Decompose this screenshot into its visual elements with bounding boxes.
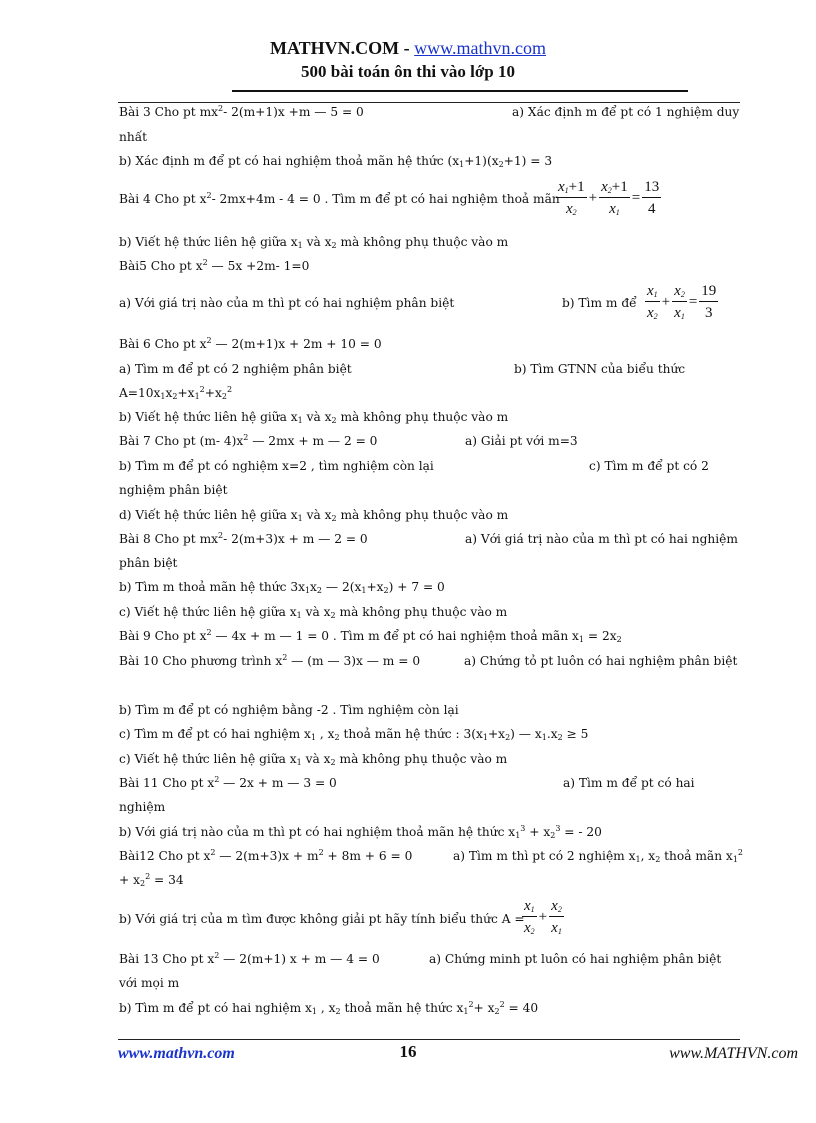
b11-b: b) Với giá trị nào của m thì pt có hai nghiệm thoả mãn hệ thức $x_1^3 + x_2^3$ = - 20 <box>119 824 602 840</box>
b5-a: a) Với giá trị nào của m thì pt có hai nghiệm phân biệt b) Tìm m để <box>119 296 637 310</box>
b3-b: b) Xác định m để pt có hai nghiệm thoả mãn hệ thức $(x_1+1)(x_2+1) = 3$ <box>119 154 553 169</box>
b6-a: a) Tìm m để pt có 2 nghiệm phân biệt b) Tìm GTNN của biểu thức <box>119 362 686 376</box>
b4-b: b) Viết hệ thức liên hệ giữa $x_1$ và $x_2$ mà không phụ thuộc vào m <box>119 235 509 250</box>
b7-d: d) Viết hệ thức liên hệ giữa $x_1$ và $x_2$ mà không phụ thuộc vào m <box>119 508 509 523</box>
brand-name: MATHVN.COM <box>270 38 400 58</box>
b6-c: b) Viết hệ thức liên hệ giữa $x_1$ và $x_2$ mà không phụ thuộc vào m <box>119 410 509 425</box>
b8-line: Bài 8 Cho pt $mx^2-$ 2(m+3)x + m — 2 = 0 a) Với giá trị nào của m thì pt có hai nghiệm <box>119 531 738 546</box>
header-subtitle: 500 bài toán ôn thi vào lớp 10 <box>301 62 515 81</box>
fraction: $\frac{19}{3}$ <box>701 283 717 321</box>
fraction: $\frac{x_2}{x_1}$ <box>551 898 562 936</box>
b10-c: c) Tìm m để pt có hai nghiệm $x_1$ , $x_2$ thoả mãn hệ thức : $3(x_1+x_2)$ — $x_1.x_2 \ge 5$ <box>119 727 589 742</box>
b7-cont: nghiệm phân biệt <box>119 483 228 497</box>
b13-cont: với mọi m <box>119 976 180 990</box>
footer-left-link[interactable]: www.mathvn.com <box>118 1045 235 1062</box>
page-number: 16 <box>399 1042 417 1061</box>
b7-line: Bài 7 Cho pt (m- $4)x^2$ — 2mx + m — 2 = 0 a) Giải pt với m=3 <box>119 433 578 448</box>
fraction: $\frac{x_1}{x_2}$ <box>647 283 658 321</box>
b11-cont: nghiệm <box>119 800 166 814</box>
b6-line: Bài 6 Cho pt $x^2$ — 2(m+1)x + 2m + 10 = 0 <box>119 336 382 351</box>
b12-fraction-expression: $\frac{x_1}{x_2}$ + $\frac{x_2}{x_1}$ <box>522 896 564 939</box>
header-rule <box>232 90 688 92</box>
b13-line: Bài 13 Cho pt $x^2$ — 2(m+1) x + m — 4 = 0 a) Chứng minh pt luôn có hai nghiệm phân biệt <box>119 951 722 966</box>
b12-b: b) Với giá trị của m tìm được không giải pt hãy tính biểu thức A = <box>119 912 525 926</box>
fraction: $\frac{x_2}{x_1}$ <box>674 283 685 321</box>
b5-line: Bài5 Cho pt $x^2$ — 5x +2m- 1=0 <box>119 258 310 273</box>
b4-line: Bài 4 Cho pt $x^2-$ 2mx+4m - 4 = 0 . Tìm m để pt có hai nghiệm thoả mãn <box>119 191 560 206</box>
b4-fraction-expression: $\frac{x_1+1}{x_2}$ + $\frac{x_2+1}{x_1}$ = $\frac{13}{4}$ <box>556 177 661 220</box>
b5-fraction-expression: $\frac{x_1}{x_2}$ + $\frac{x_2}{x_1}$ = $\frac{19}{3}$ <box>645 281 718 324</box>
b8-c: c) Viết hệ thức liên hệ giữa $x_1$ và $x_2$ mà không phụ thuộc vào m <box>119 605 508 620</box>
header-link[interactable]: www.mathvn.com <box>414 38 546 58</box>
b13-b: b) Tìm m để pt có hai nghiệm $x_1$ , $x_2$ thoả mãn hệ thức $x_1^2+ x_2^2 = 40$ <box>119 1000 539 1016</box>
header-title <box>0 38 816 59</box>
b10-b: b) Tìm m để pt có nghiệm bằng -2 . Tìm nghiệm còn lại <box>119 703 459 717</box>
b12-cont: + $x_2^2 = 34$ <box>119 872 184 888</box>
footer-right-text: www.MATHVN.com <box>669 1045 798 1062</box>
b7-b: b) Tìm m để pt có nghiệm x=2 , tìm nghiệm còn lại c) Tìm m để pt có 2 <box>119 459 709 473</box>
b8-b: b) Tìm m thoả mãn hệ thức $3x_1x_2$ — $2(x_1+x_2) + 7 = 0$ <box>119 580 445 595</box>
header-separator: - <box>399 38 415 58</box>
b10-line: Bài 10 Cho phương trình $x^2$ — (m — 3)x — m = 0 a) Chứng tỏ pt luôn có hai nghiệm phân biệt <box>119 653 738 668</box>
b8-cont: phân biệt <box>119 556 178 570</box>
fraction: $\frac{x_1}{x_2}$ <box>524 898 535 936</box>
b11-line: Bài 11 Cho pt $x^2$ — 2x + m — 3 = 0 a) Tìm m để pt có hai <box>119 775 695 790</box>
b12-line: Bài12 Cho pt $x^2$ — $2(m+3)x + m^2 + 8m + 6 = 0$ a) Tìm m thì pt có 2 nghiệm $x_1$, $x_2$ thoả mãn $x_1^2$ <box>119 848 743 864</box>
b3-cont: nhất <box>119 130 148 144</box>
fraction: $\frac{x_1+1}{x_2}$ <box>558 179 585 217</box>
b9-line: Bài 9 Cho pt $x^2$ — 4x + m — 1 = 0 . Tìm m để pt có hai nghiệm thoả mãn $x_1 = 2x_2$ <box>119 628 622 644</box>
fraction: $\frac{x_2+1}{x_1}$ <box>601 179 628 217</box>
footer-rule <box>118 1039 740 1040</box>
fraction: $\frac{13}{4}$ <box>644 179 660 217</box>
content-top-rule <box>118 102 740 103</box>
b3-line: Bài 3 Cho pt $mx^2-$ 2(m+1)x +m — 5 = 0 a) Xác định m để pt có 1 nghiệm duy <box>119 104 740 119</box>
b10-d: c) Viết hệ thức liên hệ giữa $x_1$ và $x_2$ mà không phụ thuộc vào m <box>119 752 508 767</box>
b6-cont: $A=10x_1x_2+x_1^2+x_2^2$ <box>119 385 233 401</box>
